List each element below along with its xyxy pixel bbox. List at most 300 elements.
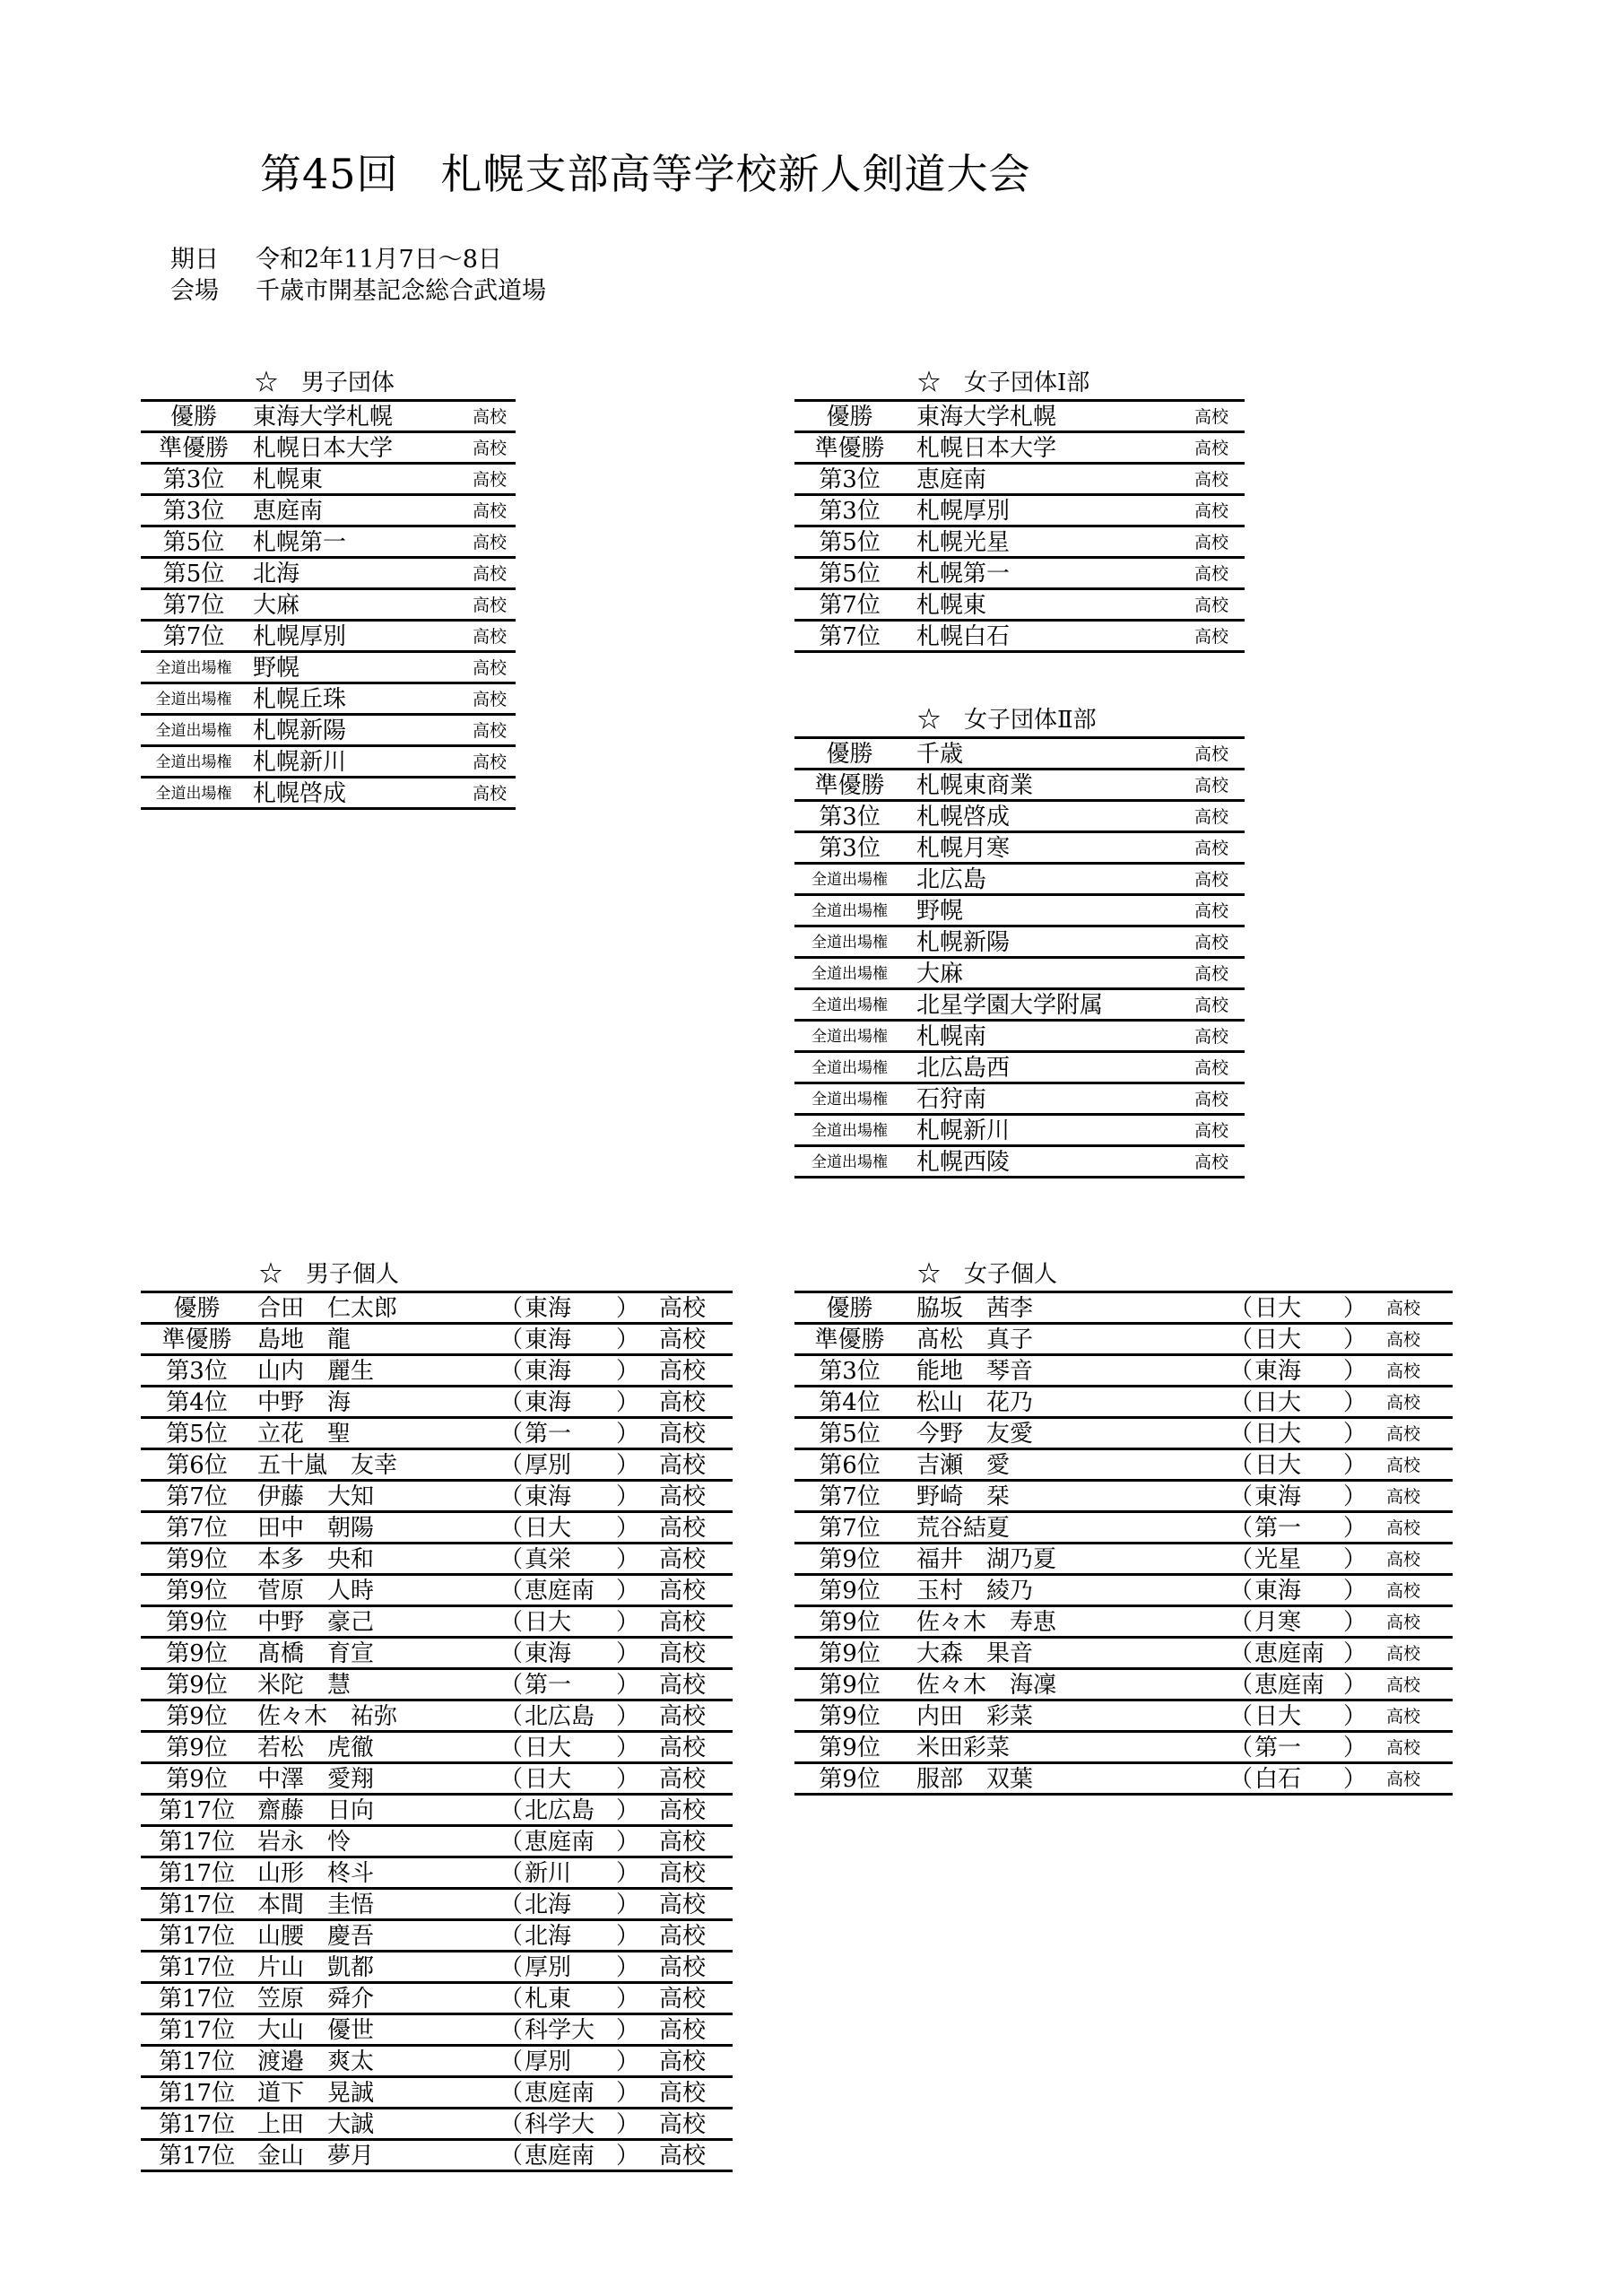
section-header [794,368,1245,399]
name-cell: 恵庭南 [916,466,987,493]
table-row [141,1733,733,1764]
rank-cell: 準優勝 [814,1326,885,1353]
school-open-paren: （ [499,1672,524,1699]
rank-cell: 第3位 [162,498,225,525]
table-row [141,559,516,590]
school-open-paren: （ [1229,1326,1254,1353]
name-cell: 恵庭南 [253,498,324,525]
school-cell: 厚別 [525,1452,572,1479]
school-close-paren: ） [616,2143,640,2170]
suffix-cell: 高校 [473,533,508,552]
school-open-paren: （ [1229,1546,1254,1573]
table-row [141,1419,733,1450]
table-row [794,1733,1453,1764]
name-cell: 札幌東 [916,592,987,619]
school-close-paren: ） [616,1295,640,1322]
rank-cell: 第7位 [166,1483,228,1510]
school-close-paren: ） [616,1640,640,1667]
table-row [794,802,1245,833]
school-close-paren: ） [616,2111,640,2138]
suffix-cell: 高校 [473,596,508,615]
rank-cell: 優勝 [826,404,873,430]
school-close-paren: ） [616,1923,640,1950]
school-cell: 東海 [525,1326,572,1353]
name-cell: 大森 果音 [916,1640,1034,1667]
table-row [794,622,1245,653]
name-cell: 千歳 [916,741,964,768]
suffix-cell: 高校 [659,2080,707,2107]
suffix-cell: 高校 [659,1986,707,2013]
table-row [141,433,516,465]
name-cell: 内田 彩菜 [916,1703,1034,1730]
suffix-cell: 高校 [1194,964,1229,984]
rank-cell: 第5位 [819,529,881,556]
school-close-paren: ） [616,1797,640,1824]
school-cell: 東海 [1254,1483,1302,1510]
school-close-paren: ） [616,1829,640,1856]
school-cell: 北海 [525,1923,572,1950]
table-row [794,1116,1245,1147]
name-cell: 若松 虎徹 [257,1735,375,1761]
suffix-cell: 高校 [1194,407,1229,427]
school-close-paren: ） [616,1578,640,1605]
rank-cell: 優勝 [826,1295,873,1322]
table-row [141,778,516,810]
suffix-cell: 高校 [473,470,508,490]
school-close-paren: ） [616,1860,640,1887]
rank-cell: 第7位 [819,592,881,619]
table-row [794,1544,1453,1576]
school-cell: 恵庭南 [525,1829,595,1856]
rank-cell: 全道出場権 [812,1028,888,1046]
rank-cell: 第5位 [162,529,225,556]
rank-cell: 第9位 [166,1735,228,1761]
table-row [794,559,1245,590]
name-cell: 北広島 [916,866,987,893]
school-open-paren: （ [499,1892,524,1918]
section-header [794,1259,1453,1291]
suffix-cell: 高校 [1386,1393,1421,1413]
school-close-paren: ） [616,1515,640,1542]
school-close-paren: ） [1343,1452,1367,1479]
name-cell: 札幌西陵 [916,1149,1011,1176]
table-row [141,1325,733,1356]
table-row [141,465,516,496]
school-open-paren: （ [499,1483,524,1510]
name-cell: 札幌厚別 [916,498,1011,525]
rank-cell: 第9位 [819,1640,881,1667]
rank-cell: 第17位 [158,1892,236,1918]
name-cell: 菅原 人時 [257,1578,375,1605]
school-cell: 厚別 [525,2048,572,2075]
school-cell: 科学大 [525,2111,595,2138]
school-close-paren: ） [1343,1358,1367,1385]
table-row [141,2047,733,2078]
name-cell: 本多 央和 [257,1546,375,1573]
rank-cell: 第6位 [166,1452,228,1479]
school-open-paren: （ [1229,1452,1254,1479]
suffix-cell: 高校 [659,1640,707,1667]
suffix-cell: 高校 [1386,1550,1421,1570]
school-cell: 第一 [525,1421,572,1448]
name-cell: 佐々木 海凜 [916,1672,1057,1699]
table-row [141,1291,733,1325]
school-cell: 東海 [1254,1358,1302,1385]
table-row [141,1639,733,1670]
rank-cell: 第5位 [819,561,881,587]
date-label: 期日 [170,246,219,274]
suffix-cell: 高校 [659,1483,707,1510]
rank-cell: 第5位 [819,1421,881,1448]
rank-cell: 第3位 [819,835,881,862]
school-open-paren: （ [1229,1578,1254,1605]
rank-cell: 第9位 [166,1546,228,1573]
school-cell: 日大 [525,1515,572,1542]
school-cell: 恵庭南 [1254,1672,1325,1699]
suffix-cell: 高校 [1194,439,1229,458]
rank-cell: 第17位 [158,2080,236,2107]
school-cell: 日大 [1254,1452,1302,1479]
school-open-paren: （ [499,1640,524,1667]
name-cell: 中野 海 [257,1389,352,1416]
suffix-cell: 高校 [1194,1058,1229,1078]
school-cell: 日大 [525,1735,572,1761]
name-cell: 札幌日本大学 [253,435,394,462]
name-cell: 札幌啓成 [916,804,1011,831]
date-value: 令和2年11月7日～8日 [256,246,502,274]
rank-cell: 全道出場権 [812,1153,888,1171]
suffix-cell: 高校 [659,1797,707,1824]
table-row [794,590,1245,622]
rank-cell: 全道出場権 [812,1059,888,1077]
school-cell: 月寒 [1254,1609,1302,1636]
name-cell: 野崎 栞 [916,1483,1011,1510]
rank-cell: 全道出場権 [812,996,888,1014]
school-open-paren: （ [499,1735,524,1761]
suffix-cell: 高校 [659,1923,707,1950]
rank-cell: 第7位 [166,1515,228,1542]
table-row [141,1356,733,1387]
school-close-paren: ） [616,1954,640,1981]
suffix-cell: 高校 [473,501,508,521]
school-cell: 北広島 [525,1797,595,1824]
school-close-paren: ） [1343,1515,1367,1542]
school-open-paren: （ [1229,1735,1254,1761]
suffix-cell: 高校 [659,1389,707,1416]
name-cell: 片山 凱都 [257,1954,375,1981]
table-row [141,527,516,559]
school-close-paren: ） [616,1358,640,1385]
school-close-paren: ） [1343,1546,1367,1573]
school-close-paren: ） [1343,1295,1367,1322]
name-cell: 脇坂 茜李 [916,1295,1034,1322]
suffix-cell: 高校 [1386,1581,1421,1601]
rank-cell: 第9位 [166,1609,228,1636]
suffix-cell: 高校 [1194,807,1229,827]
suffix-cell: 高校 [473,439,508,458]
school-cell: 東海 [525,1389,572,1416]
suffix-cell: 高校 [659,1452,707,1479]
name-cell: 能地 琴音 [916,1358,1034,1385]
table-row [141,1984,733,2015]
table-row [794,1053,1245,1084]
name-cell: 島地 龍 [257,1326,352,1353]
school-close-paren: ） [1343,1609,1367,1636]
table-row [794,736,1245,770]
school-close-paren: ） [1343,1389,1367,1416]
rank-cell: 全道出場権 [812,902,888,920]
school-close-paren: ） [1343,1766,1367,1793]
name-cell: 札幌東商業 [916,772,1034,799]
section-header-label: ☆ 男子団体 [255,370,395,396]
name-cell: 田中 朝陽 [257,1515,375,1542]
rank-cell: 全道出場権 [812,965,888,983]
table-row [141,2015,733,2047]
section-header [141,368,516,399]
name-cell: 札幌丘珠 [253,686,347,713]
school-cell: 東海 [525,1358,572,1385]
table-row [141,1607,733,1639]
name-cell: 札幌東 [253,466,324,493]
school-close-paren: ） [1343,1703,1367,1730]
table-row [141,1858,733,1890]
table-row [141,1576,733,1607]
name-cell: 本間 圭悟 [257,1892,375,1918]
rank-cell: 全道出場権 [155,691,232,709]
table-row [141,1482,733,1513]
rank-cell: 第17位 [158,1829,236,1856]
rank-cell: 第3位 [819,1358,881,1385]
rank-cell: 第9位 [166,1640,228,1667]
school-open-paren: （ [499,1986,524,2013]
rank-cell: 第3位 [166,1358,228,1385]
name-cell: 佐々木 祐弥 [257,1703,398,1730]
table-row [141,1952,733,1984]
table-row [794,1084,1245,1116]
suffix-cell: 高校 [1194,564,1229,584]
rank-cell: 優勝 [169,404,217,430]
venue-value: 千歳市開基記念総合武道場 [256,277,546,305]
school-close-paren: ） [616,2017,640,2044]
rank-cell: 第9位 [166,1578,228,1605]
suffix-cell: 高校 [659,2143,707,2170]
school-open-paren: （ [499,1389,524,1416]
school-open-paren: （ [1229,1358,1254,1385]
name-cell: 服部 双葉 [916,1766,1034,1793]
table-row [794,1639,1453,1670]
table-row [141,1513,733,1544]
suffix-cell: 高校 [1386,1424,1421,1444]
table-row [794,1147,1245,1178]
name-cell: 中野 豪己 [257,1609,375,1636]
school-cell: 東海 [525,1640,572,1667]
suffix-cell: 高校 [1194,933,1229,952]
name-cell: 立花 聖 [257,1421,352,1448]
suffix-cell: 高校 [473,721,508,741]
name-cell: 札幌新川 [916,1118,1011,1144]
name-cell: 札幌第一 [253,529,347,556]
school-close-paren: ） [616,1483,640,1510]
suffix-cell: 高校 [659,2048,707,2075]
name-cell: 大山 優世 [257,2017,375,2044]
school-open-paren: （ [499,1860,524,1887]
name-cell: 北広島西 [916,1055,1011,1082]
school-open-paren: （ [499,2143,524,2170]
name-cell: 東海大学札幌 [253,404,394,430]
suffix-cell: 高校 [1194,1152,1229,1172]
school-close-paren: ） [616,1735,640,1761]
name-cell: 合田 仁太郎 [257,1295,398,1322]
school-cell: 日大 [1254,1295,1302,1322]
name-cell: 札幌第一 [916,561,1011,587]
suffix-cell: 高校 [1386,1487,1421,1507]
table-row [141,590,516,622]
table-row [794,1325,1453,1356]
school-close-paren: ） [1343,1483,1367,1510]
school-close-paren: ） [616,1546,640,1573]
school-open-paren: （ [499,1326,524,1353]
school-open-paren: （ [1229,1703,1254,1730]
suffix-cell: 高校 [1194,501,1229,521]
table-row [794,959,1245,990]
school-open-paren: （ [499,1295,524,1322]
name-cell: 札幌光星 [916,529,1011,556]
suffix-cell: 高校 [659,1515,707,1542]
name-cell: 大麻 [916,961,964,987]
table-row [141,653,516,684]
table-row [794,1670,1453,1701]
table-row [141,2078,733,2109]
table-row [794,1450,1453,1482]
suffix-cell: 高校 [659,1954,707,1981]
school-cell: 第一 [1254,1735,1302,1761]
name-cell: 山内 麗生 [257,1358,375,1385]
school-open-paren: （ [499,1452,524,1479]
date-row [170,244,546,275]
rank-cell: 全道出場権 [155,785,232,803]
table-row [794,1513,1453,1544]
school-cell: 日大 [1254,1389,1302,1416]
suffix-cell: 高校 [1194,1027,1229,1047]
rank-cell: 第17位 [158,1923,236,1950]
boys-individual-table [141,1259,733,2172]
name-cell: 伊藤 大知 [257,1483,375,1510]
school-open-paren: （ [499,2111,524,2138]
rank-cell: 第9位 [819,1672,881,1699]
table-row [141,622,516,653]
table-row [141,2141,733,2172]
suffix-cell: 高校 [473,690,508,709]
suffix-cell: 高校 [1386,1299,1421,1318]
school-close-paren: ） [616,1326,640,1353]
rank-cell: 第9位 [819,1735,881,1761]
school-cell: 厚別 [525,1954,572,1981]
school-open-paren: （ [499,2048,524,2075]
suffix-cell: 高校 [659,1766,707,1793]
table-row [141,1544,733,1576]
rank-cell: 第17位 [158,2017,236,2044]
rank-cell: 全道出場権 [812,1122,888,1140]
table-row [141,1796,733,1827]
school-cell: 日大 [1254,1703,1302,1730]
name-cell: 吉瀬 愛 [916,1452,1011,1479]
rank-cell: 第6位 [819,1452,881,1479]
rank-cell: 第3位 [819,466,881,493]
name-cell: 札幌月寒 [916,835,1011,862]
table-row [141,399,516,433]
table-row [794,1576,1453,1607]
rank-cell: 第4位 [819,1389,881,1416]
rank-cell: 第7位 [162,623,225,650]
name-cell: 五十嵐 友幸 [257,1452,398,1479]
suffix-cell: 高校 [659,2017,707,2044]
table-row [794,1291,1453,1325]
suffix-cell: 高校 [659,1421,707,1448]
rank-cell: 第17位 [158,2143,236,2170]
section-header-label: ☆ 女子団体Ⅱ部 [917,707,1097,734]
rank-cell: 第7位 [819,623,881,650]
school-close-paren: ） [1343,1672,1367,1699]
school-open-paren: （ [1229,1672,1254,1699]
suffix-cell: 高校 [1194,996,1229,1015]
school-cell: 日大 [525,1609,572,1636]
suffix-cell: 高校 [1386,1707,1421,1726]
name-cell: 齋藤 日向 [257,1797,375,1824]
school-close-paren: ） [616,1609,640,1636]
school-cell: 真栄 [525,1546,572,1573]
school-open-paren: （ [1229,1389,1254,1416]
school-close-paren: ） [1343,1640,1367,1667]
school-close-paren: ） [616,1766,640,1793]
name-cell: 札幌南 [916,1023,987,1050]
name-cell: 大麻 [253,592,300,619]
name-cell: 中澤 愛翔 [257,1766,375,1793]
table-row [794,1419,1453,1450]
school-cell: 東海 [525,1295,572,1322]
suffix-cell: 高校 [1386,1330,1421,1350]
suffix-cell: 高校 [473,752,508,772]
school-close-paren: ） [616,1421,640,1448]
table-row [141,1387,733,1419]
name-cell: 札幌新川 [253,749,347,776]
table-row [794,770,1245,802]
suffix-cell: 高校 [1194,870,1229,890]
school-close-paren: ） [1343,1421,1367,1448]
table-row [141,1670,733,1701]
rank-cell: 第17位 [158,1860,236,1887]
name-cell: 札幌啓成 [253,780,347,807]
rank-cell: 準優勝 [161,1326,232,1353]
section-header [794,705,1245,736]
table-row [794,1387,1453,1419]
table-row [141,1890,733,1921]
table-row [794,865,1245,896]
name-cell: 東海大学札幌 [916,404,1057,430]
school-close-paren: ） [616,1986,640,2013]
school-close-paren: ） [616,1672,640,1699]
rank-cell: 準優勝 [158,435,229,462]
rank-cell: 第5位 [162,561,225,587]
school-open-paren: （ [1229,1483,1254,1510]
school-open-paren: （ [499,1954,524,1981]
table-row [141,716,516,747]
suffix-cell: 高校 [1386,1675,1421,1695]
table-row [794,399,1245,433]
suffix-cell: 高校 [659,1892,707,1918]
rank-cell: 第9位 [819,1703,881,1730]
section-header [141,1259,733,1291]
name-cell: 札幌新陽 [916,929,1011,956]
